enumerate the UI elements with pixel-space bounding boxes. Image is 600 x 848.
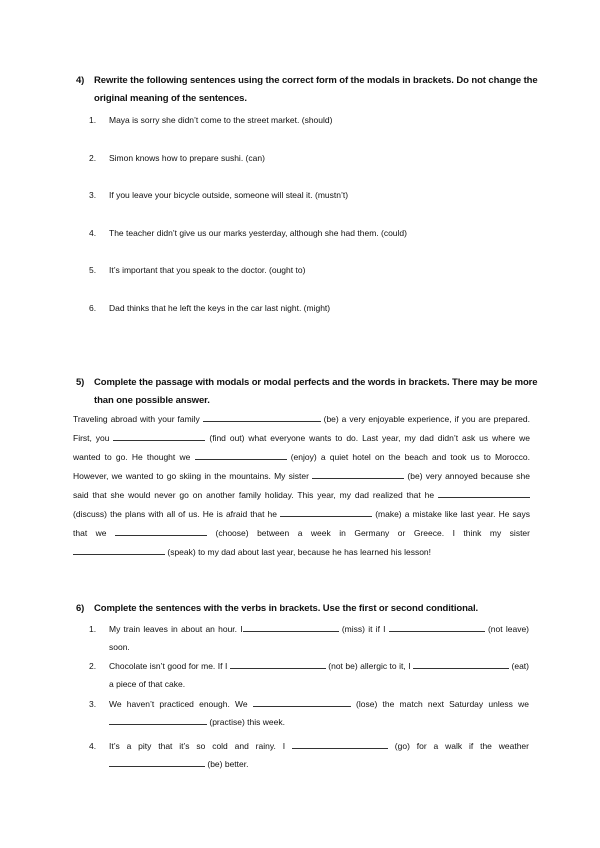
passage-text: Traveling abroad with your family (be) a very enjoyable experience, if you are prepared. First, you (find out) what everyone wants to do. Last year, my dad didn’t ask us where we wanted to go. He thought we (enjoy) a quiet hotel on the beach and took us to Morocco. However, we wanted to go skiing in the mountains. My sister (be) very annoyed because she said that she would never go on another family holiday. This year, my dad realized that he (discuss) the plans with all of us. He is afraid that he (make) a mistake like last year. He says that we (choose) between a week in Germany or Greece. I think my sister (speak) to my dad about last year, because he has learned his lesson! <box>73 414 531 557</box>
answer-blank[interactable] <box>389 622 485 632</box>
answer-blank[interactable] <box>253 697 351 707</box>
answer-blank[interactable] <box>292 739 388 749</box>
exercise-number: 4) <box>76 75 85 86</box>
item-text: If you leave your bicycle outside, someone will steal it. (mustn’t) <box>109 190 349 200</box>
item-number: 3. <box>89 699 97 709</box>
list-item <box>89 189 519 201</box>
answer-blank[interactable] <box>203 412 321 422</box>
answer-blank[interactable] <box>195 450 287 460</box>
list-item: 3. We haven’t practiced enough. We (lose) the match next Saturday unless we (practise) this week. <box>89 695 529 731</box>
answer-blank[interactable] <box>438 488 530 498</box>
item-number: 6. <box>89 303 97 313</box>
list-item: 2. Chocolate isn’t good for me. If I (not be) allergic to it, I (eat) a piece of that cake. <box>89 657 529 693</box>
exercise-instruction: Rewrite the following sentences using the correct form of the modals in brackets. Do not change the original meaning of the sentences. <box>94 75 538 104</box>
list-item <box>89 264 519 276</box>
item-number: 1. <box>89 624 97 634</box>
answer-blank[interactable] <box>413 659 509 669</box>
item-number: 5. <box>89 265 97 275</box>
exercise-4-heading <box>76 72 546 108</box>
item-text: The teacher didn’t give us our marks yesterday, although she had them. (could) <box>109 228 407 238</box>
list-item <box>89 302 519 314</box>
exercise-instruction: Complete the sentences with the verbs in brackets. Use the first or second conditional. <box>94 603 479 614</box>
list-item <box>89 227 519 239</box>
answer-blank[interactable] <box>113 431 205 441</box>
item-text: Simon knows how to prepare sushi. (can) <box>109 153 265 163</box>
list-item: 1. My train leaves in about an hour. I (miss) it if I (not leave) soon. <box>89 620 529 656</box>
exercise-number: 6) <box>76 603 85 614</box>
exercise-instruction: Complete the passage with modals or modal perfects and the words in brackets. There may be more than one possible answer. <box>94 377 538 406</box>
item-text: Maya is sorry she didn’t come to the street market. (should) <box>109 115 333 125</box>
item-number: 1. <box>89 115 97 125</box>
exercise-6-heading <box>76 600 546 618</box>
exercise-5-heading <box>76 374 546 410</box>
item-number: 2. <box>89 661 97 671</box>
answer-blank[interactable] <box>243 622 339 632</box>
answer-blank[interactable] <box>280 507 372 517</box>
item-text: It’s important that you speak to the doctor. (ought to) <box>109 265 306 275</box>
item-number: 4. <box>89 741 97 751</box>
answer-blank[interactable] <box>230 659 326 669</box>
item-number: 3. <box>89 190 97 200</box>
item-text: Dad thinks that he left the keys in the car last night. (might) <box>109 303 331 313</box>
answer-blank[interactable] <box>73 545 165 555</box>
answer-blank[interactable] <box>115 526 207 536</box>
answer-blank[interactable] <box>109 757 205 767</box>
list-item <box>89 114 519 126</box>
answer-blank[interactable] <box>109 715 207 725</box>
item-number: 4. <box>89 228 97 238</box>
answer-blank[interactable] <box>312 469 404 479</box>
item-number: 2. <box>89 153 97 163</box>
list-item: 4. It’s a pity that it’s so cold and rainy. I (go) for a walk if the weather (be) better. <box>89 737 529 773</box>
list-item <box>89 152 519 164</box>
exercise-number: 5) <box>76 377 85 388</box>
